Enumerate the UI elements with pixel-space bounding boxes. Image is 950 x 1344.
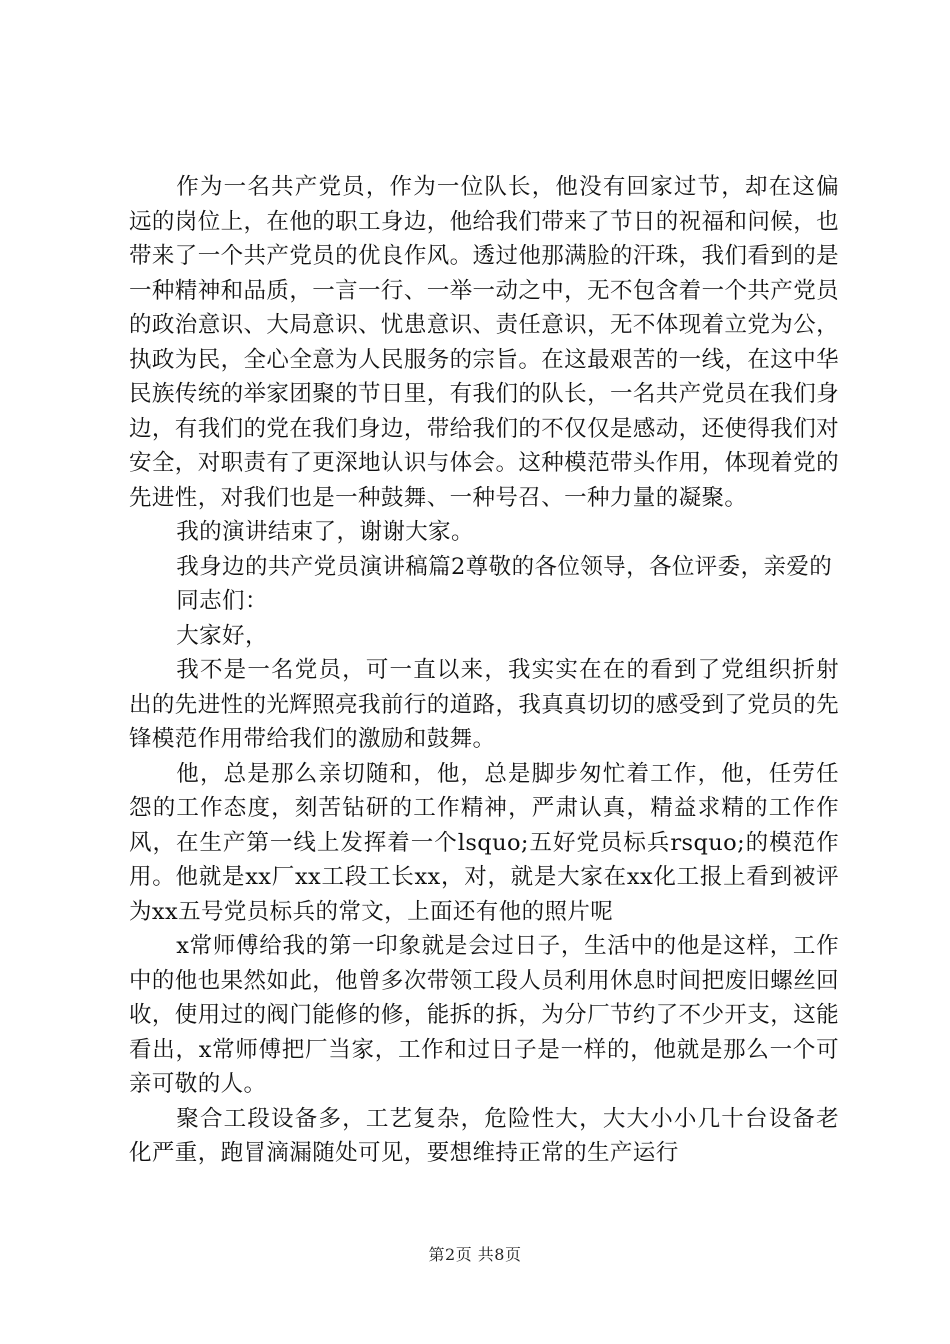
page-footer: 第2页 共8页: [428, 1245, 522, 1264]
paragraph-6: 我不是一名党员，可一直以来，我实实在在的看到了党组织折射出的先进性的光辉照亮我前行的道路，我真真切切的感受到了党员的先锋模范作用带给我们的激励和鼓舞。: [129, 657, 839, 752]
paragraph-3: 我身边的共产党员演讲稿篇2尊敬的各位领导，各位评委，亲爱的: [176, 553, 833, 580]
paragraph-7: 他，总是那么亲切随和，他，总是脚步匆忙着工作，他，任劳任怨的工作态度，刻苦钻研的工作精神，严肃认真，精益求精的工作作风，在生产第一线上发挥着一个lsquo;五好党员标兵rsquo;的模范作用。他就是xx厂xx工段工长xx，对，就是大家在xx化工报上看到被评为xx五号党员标兵的常文，上面还有他的照片呢: [129, 760, 839, 925]
paragraph-8: x常师傅给我的第一印象就是会过日子，生活中的他是这样，工作中的他也果然如此，他曾多次带领工段人员利用休息时间把废旧螺丝回收，使用过的阀门能修的修，能拆的拆，为分厂节约了不少开支，这能看出，x常师傅把厂当家，工作和过日子是一样的，他就是那么一个可亲可敬的人。: [129, 933, 839, 1097]
document-body: [129, 170, 839, 1171]
paragraph-4: 同志们：: [176, 588, 268, 614]
paragraph-2: 我的演讲结束了，谢谢大家。: [176, 519, 474, 545]
paragraph-5: 大家好，: [176, 622, 268, 649]
paragraph-1: 作为一名共产党员，作为一位队长，他没有回家过节，却在这偏远的岗位上，在他的职工身边，他给我们带来了节日的祝福和问候，也带来了一个共产党员的优良作风。透过他那满脸的汗珠，我们看到的是一种精神和品质，一言一行、一举一动之中，无不包含着一个共产党员的政治意识、大局意识、忧患意识、责任意识，无不体现着立党为公，执政为民，全心全意为人民服务的宗旨。在这最艰苦的一线，在这中华民族传统的举家团聚的节日里，有我们的队长，一名共产党员在我们身边，有我们的党在我们身边，带给我们的不仅仅是感动，还使得我们对安全，对职责有了更深地认识与体会。这种模范带头作用，体现着党的先进性，对我们也是一种鼓舞、一种号召、一种力量的凝聚。: [129, 174, 839, 511]
paragraph-9: 聚合工段设备多，工艺复杂，危险性大，大大小小几十台设备老化严重，跑冒滴漏随处可见，要想维持正常的生产运行: [129, 1105, 839, 1166]
